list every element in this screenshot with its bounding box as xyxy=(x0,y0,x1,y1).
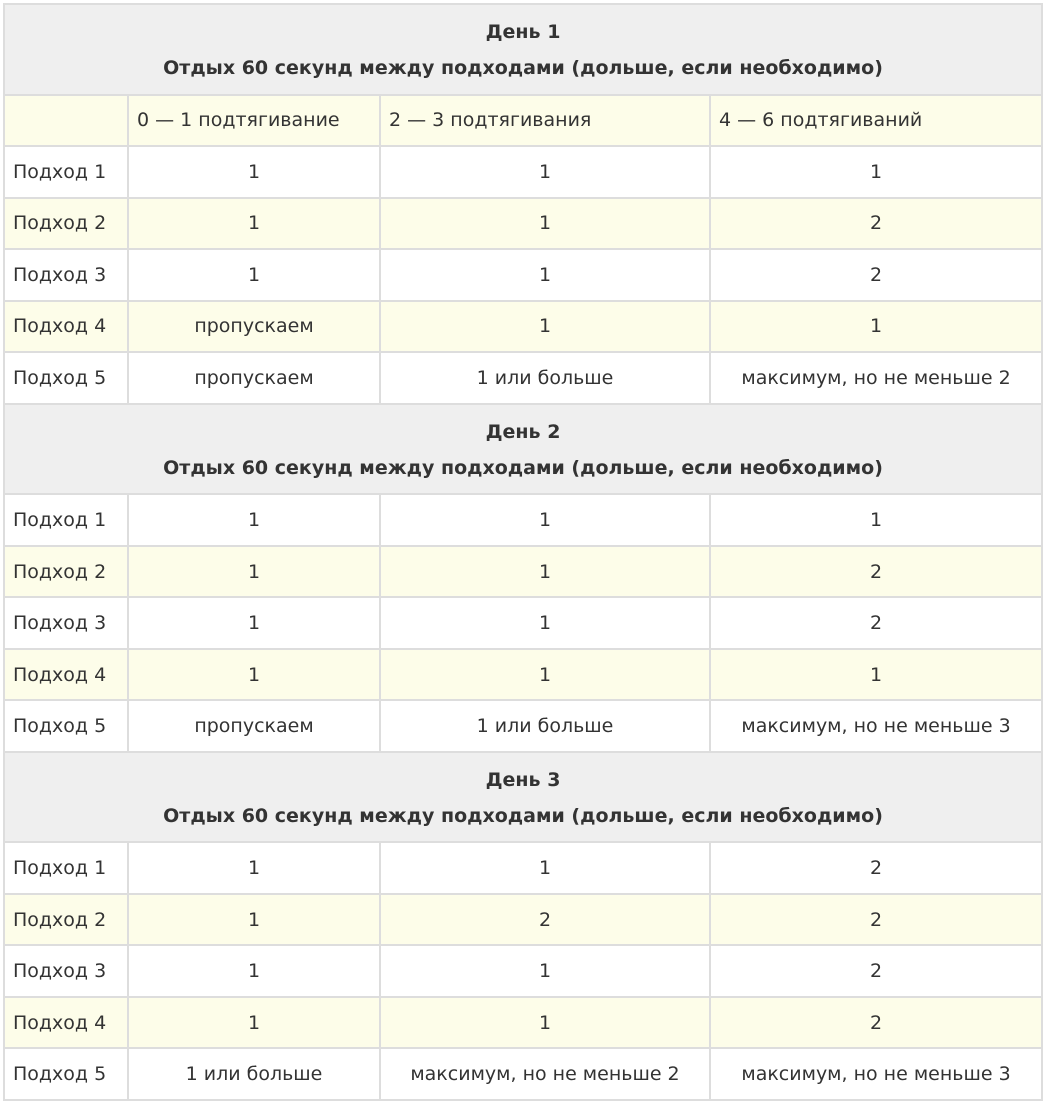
table-cell: 2 xyxy=(710,249,1042,301)
table-cell: 1 xyxy=(380,146,710,198)
day-title: День 3 xyxy=(485,769,561,792)
day-subtitle: Отдых 60 секунд между подходами (дольше, если необходимо) xyxy=(163,456,883,479)
table-row xyxy=(4,649,1042,701)
table-row xyxy=(4,146,1042,198)
table-cell: 1 xyxy=(380,649,710,701)
set-label: Подход 4 xyxy=(4,649,128,701)
table-row xyxy=(4,301,1042,353)
table-cell: 1 или больше xyxy=(380,352,710,404)
table-cell: 1 или больше xyxy=(380,700,710,752)
table-cell: 1 xyxy=(380,494,710,546)
table-cell: 1 xyxy=(128,546,380,598)
column-header-row xyxy=(4,95,1042,147)
table-cell: 2 xyxy=(710,997,1042,1049)
day-header-row xyxy=(4,404,1042,495)
column-header: 0 — 1 подтягивание xyxy=(128,95,380,147)
table-row xyxy=(4,249,1042,301)
table-row xyxy=(4,842,1042,894)
column-header: 2 — 3 подтягивания xyxy=(380,95,710,147)
table-cell: 1 xyxy=(128,597,380,649)
day-header-row xyxy=(4,4,1042,95)
training-table xyxy=(3,3,1043,1101)
table-cell: 1 xyxy=(710,301,1042,353)
set-label: Подход 1 xyxy=(4,494,128,546)
table-row xyxy=(4,352,1042,404)
set-label: Подход 2 xyxy=(4,546,128,598)
table-cell: 2 xyxy=(710,842,1042,894)
table-cell: максимум, но не меньше 3 xyxy=(710,1048,1042,1100)
set-label: Подход 1 xyxy=(4,842,128,894)
table-row xyxy=(4,700,1042,752)
table-cell: 1 xyxy=(380,301,710,353)
day-header xyxy=(4,4,1042,95)
table-cell: 1 xyxy=(128,894,380,946)
table-cell: максимум, но не меньше 2 xyxy=(380,1048,710,1100)
table-cell: 2 xyxy=(710,546,1042,598)
column-header: 4 — 6 подтягиваний xyxy=(710,95,1042,147)
set-label: Подход 5 xyxy=(4,1048,128,1100)
table-cell: 1 xyxy=(710,146,1042,198)
table-cell: 2 xyxy=(710,894,1042,946)
table-row xyxy=(4,597,1042,649)
table-cell: 1 xyxy=(128,945,380,997)
table-cell: 1 xyxy=(380,997,710,1049)
set-label: Подход 1 xyxy=(4,146,128,198)
table-row xyxy=(4,546,1042,598)
set-label: Подход 3 xyxy=(4,945,128,997)
table-cell: 1 xyxy=(128,842,380,894)
table-cell: 2 xyxy=(710,198,1042,250)
table-cell: 1 xyxy=(128,494,380,546)
table-row xyxy=(4,945,1042,997)
table-cell: 1 xyxy=(710,649,1042,701)
table-cell: пропускаем xyxy=(128,301,380,353)
set-label: Подход 2 xyxy=(4,894,128,946)
set-label: Подход 3 xyxy=(4,249,128,301)
column-header-blank xyxy=(4,95,128,147)
day-title: День 1 xyxy=(485,21,561,44)
table-cell: 1 xyxy=(128,146,380,198)
day-title: День 2 xyxy=(485,420,561,443)
set-label: Подход 3 xyxy=(4,597,128,649)
set-label: Подход 5 xyxy=(4,352,128,404)
table-row xyxy=(4,997,1042,1049)
table-cell: 1 xyxy=(128,249,380,301)
day-subtitle: Отдых 60 секунд между подходами (дольше, если необходимо) xyxy=(163,805,883,828)
table-cell: 1 xyxy=(380,945,710,997)
table-cell: пропускаем xyxy=(128,700,380,752)
set-label: Подход 5 xyxy=(4,700,128,752)
table-cell: 1 xyxy=(128,198,380,250)
table-cell: 1 xyxy=(380,597,710,649)
table-cell: 1 или больше xyxy=(128,1048,380,1100)
table-cell: 2 xyxy=(380,894,710,946)
day-header xyxy=(4,404,1042,495)
table-cell: максимум, но не меньше 3 xyxy=(710,700,1042,752)
table-cell: пропускаем xyxy=(128,352,380,404)
set-label: Подход 4 xyxy=(4,301,128,353)
table-cell: 1 xyxy=(380,842,710,894)
table-cell: 1 xyxy=(710,494,1042,546)
table-cell: максимум, но не меньше 2 xyxy=(710,352,1042,404)
table-cell: 1 xyxy=(128,997,380,1049)
table-cell: 2 xyxy=(710,597,1042,649)
table-cell: 1 xyxy=(380,546,710,598)
day-subtitle: Отдых 60 секунд между подходами (дольше, если необходимо) xyxy=(163,57,883,80)
table-cell: 2 xyxy=(710,945,1042,997)
day-header-row xyxy=(4,752,1042,843)
table-row xyxy=(4,1048,1042,1100)
table-cell: 1 xyxy=(380,198,710,250)
table-row xyxy=(4,494,1042,546)
day-header xyxy=(4,752,1042,843)
table-cell: 1 xyxy=(380,249,710,301)
table-row xyxy=(4,894,1042,946)
table-cell: 1 xyxy=(128,649,380,701)
set-label: Подход 2 xyxy=(4,198,128,250)
set-label: Подход 4 xyxy=(4,997,128,1049)
table-row xyxy=(4,198,1042,250)
